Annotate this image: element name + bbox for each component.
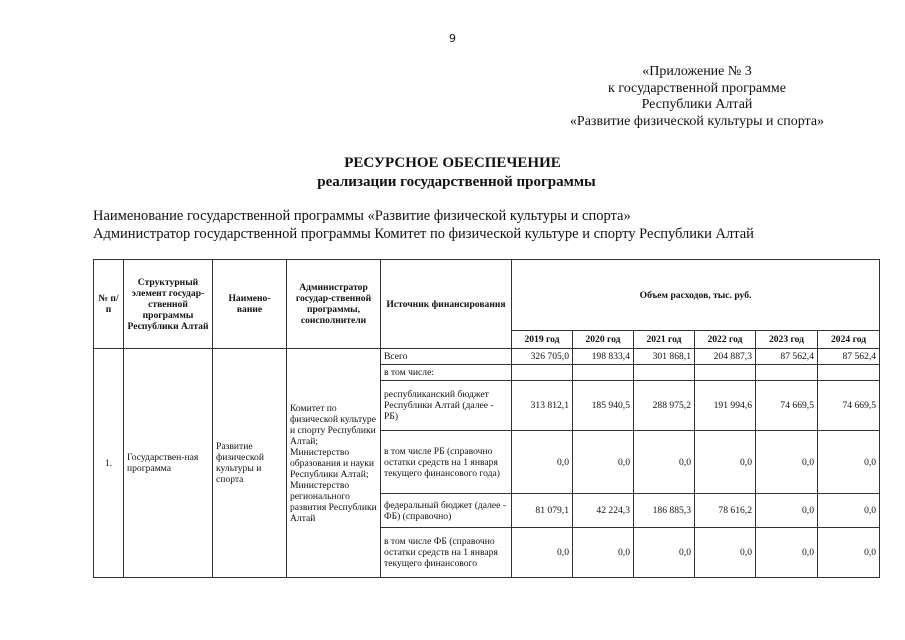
row-value: 0,0 <box>573 528 634 578</box>
row-value: 78 616,2 <box>695 494 756 528</box>
row-value: 0,0 <box>756 431 818 494</box>
row-source: республиканский бюджет Республики Алтай (далее - РБ) <box>381 381 512 431</box>
program-info <box>93 208 754 243</box>
row-value <box>818 365 880 381</box>
row-value: 186 885,3 <box>634 494 695 528</box>
row-value: 0,0 <box>756 494 818 528</box>
program-administrator: Администратор государственной программы Комитет по физической культуре и спорту Республики Алтай <box>93 225 754 242</box>
appendix-line: Республики Алтай <box>641 97 753 112</box>
row-value: 87 562,4 <box>756 349 818 365</box>
row-value: 288 975,2 <box>634 381 695 431</box>
row-value: 0,0 <box>818 528 880 578</box>
row-source: в том числе ФБ (справочно остатки средств на 1 января текущего финансового <box>381 528 512 578</box>
row-value: 87 562,4 <box>818 349 880 365</box>
row-value <box>634 365 695 381</box>
row-value: 81 079,1 <box>512 494 573 528</box>
row-value: 313 812,1 <box>512 381 573 431</box>
header-source: Источник финансирования <box>381 260 512 349</box>
row-name: Развитие физической культуры и спорта <box>213 349 287 578</box>
row-source: в том числе: <box>381 365 512 381</box>
header-year: 2019 год <box>512 331 573 349</box>
row-admin: Комитет по физической культуре и спорту Республики Алтай; Министерство образования и науки Республики Алтай; Министерство регионального развития Республики Алтай <box>287 349 381 578</box>
row-value: 74 669,5 <box>818 381 880 431</box>
row-value: 301 868,1 <box>634 349 695 365</box>
row-value: 204 887,3 <box>695 349 756 365</box>
document-title <box>0 154 905 192</box>
header-num: № п/п <box>94 260 124 349</box>
row-value: 0,0 <box>818 431 880 494</box>
header-year: 2024 год <box>818 331 880 349</box>
header-name: Наимено-вание <box>213 260 287 349</box>
row-value: 0,0 <box>512 431 573 494</box>
appendix-line: к государственной программе <box>608 80 786 96</box>
table-row <box>94 349 880 365</box>
row-source: в том числе РБ (справочно остатки средств на 1 января текущего финансового года) <box>381 431 512 494</box>
row-value <box>695 365 756 381</box>
header-volume: Объем расходов, тыс. руб. <box>512 260 880 331</box>
appendix-block <box>527 64 867 130</box>
resource-table <box>93 259 880 578</box>
row-num: 1. <box>94 349 124 578</box>
row-value: 185 940,5 <box>573 381 634 431</box>
header-year: 2020 год <box>573 331 634 349</box>
row-value: 0,0 <box>818 494 880 528</box>
title-line: РЕСУРСНОЕ ОБЕСПЕЧЕНИЕ <box>344 155 561 171</box>
row-value: 0,0 <box>695 431 756 494</box>
header-element: Структурный элемент государ-ственной программы Республики Алтай <box>124 260 213 349</box>
row-value: 0,0 <box>512 528 573 578</box>
row-value: 0,0 <box>756 528 818 578</box>
header-year: 2022 год <box>695 331 756 349</box>
row-value: 0,0 <box>634 528 695 578</box>
row-source: федеральный бюджет (далее - ФБ) (справочно) <box>381 494 512 528</box>
row-value: 198 833,4 <box>573 349 634 365</box>
header-admin: Администратор государ-ственной программы, соисполнители <box>287 260 381 349</box>
header-year: 2023 год <box>756 331 818 349</box>
page-number: 9 <box>449 32 456 45</box>
row-value <box>573 365 634 381</box>
row-value: 0,0 <box>634 431 695 494</box>
row-value: 0,0 <box>695 528 756 578</box>
row-value: 42 224,3 <box>573 494 634 528</box>
row-element: Государствен-ная программа <box>124 349 213 578</box>
row-value: 326 705,0 <box>512 349 573 365</box>
title-line: реализации государственной программы <box>317 174 596 190</box>
row-value <box>512 365 573 381</box>
header-year: 2021 год <box>634 331 695 349</box>
appendix-line: «Приложение № 3 <box>642 64 752 79</box>
row-value <box>756 365 818 381</box>
row-value: 74 669,5 <box>756 381 818 431</box>
row-value: 0,0 <box>573 431 634 494</box>
row-source: Всего <box>381 349 512 365</box>
row-value: 191 994,6 <box>695 381 756 431</box>
appendix-line: «Развитие физической культуры и спорта» <box>569 113 825 129</box>
program-name: Наименование государственной программы «Развитие физической культуры и спорта» <box>93 208 631 224</box>
